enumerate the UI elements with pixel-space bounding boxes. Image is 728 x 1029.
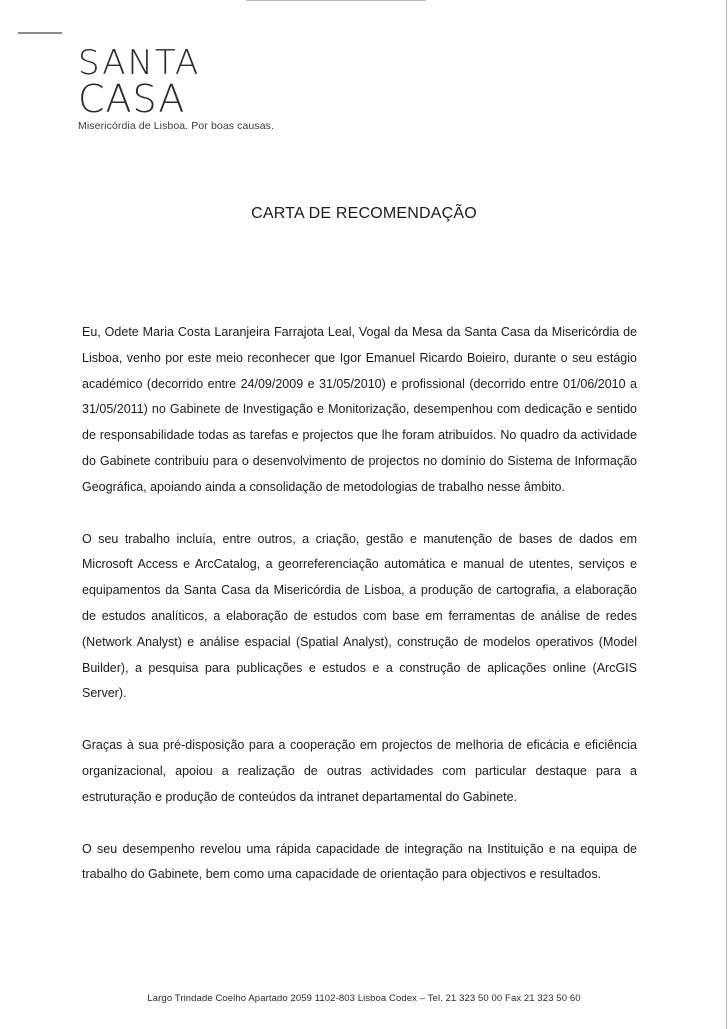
logo-tagline: Misericórdia de Lisboa. Por boas causas. (78, 120, 275, 132)
santa-casa-logo (78, 43, 275, 132)
letter-body (82, 320, 637, 914)
logo-word-casa: CASA (78, 77, 186, 121)
paragraph-3: Graças à sua pré-disposição para a cooperação em projectos de melhoria de eficácia e eficiência organizacional, apoiou a realização de outras actividades com particular destaque para a estruturação e produção de conteúdos da intranet departamental do Gabinete. (82, 738, 637, 804)
document-title-text: CARTA DE RECOMENDAÇÃO (251, 205, 477, 222)
paragraph-4: O seu desempenho revelou uma rápida capacidade de integração na Instituição e na equipa de trabalho do Gabinete, bem como uma capacidade de orientação para objectivos e resultados. (82, 841, 637, 882)
scan-edge-top (246, 0, 426, 1)
footer-address: Largo Trindade Coelho Apartado 2059 1102-803 Lisboa Codex – Tel. 21 323 50 00 Fax 21 323 50 60 (147, 993, 581, 1004)
scan-edge-right (726, 0, 727, 1029)
document-title (0, 205, 728, 223)
scan-mark-top-left (18, 32, 62, 34)
logo-word-santa: SANTA (78, 43, 201, 83)
paragraph-2: O seu trabalho incluía, entre outros, a criação, gestão e manutenção de bases de dados em Microsoft Access e ArcCatalog, a georreferenciação automática e manual de utentes, serviços e equipamentos da Santa Casa da Misericórdia de Lisboa, a produção de cartografia, a elaboração de estudos analíticos, a elaboração de estudos com base em ferramentas de análise de redes (Network Analyst) e análise espacial (Spatial Analyst), construção de modelos operativos (Model Builder), a pesquisa para publicações e estudos e a construção de aplicações online (ArcGIS Server). (82, 531, 637, 701)
paragraph-1: Eu, Odete Maria Costa Laranjeira Farrajota Leal, Vogal da Mesa da Santa Casa da Misericórdia de Lisboa, venho por este meio reconhecer que Igor Emanuel Ricardo Boieiro, durante o seu estágio académico (decorrido entre 24/09/2009 e 31/05/2010) e profissional (decorrido entre 01/06/2010 a 31/05/2011) no Gabinete de Investigação e Monitorização, desempenhou com dedicação e sentido de responsabilidade todas as tarefas e projectos que lhe foram atribuídos. No quadro da actividade do Gabinete contribuiu para o desenvolvimento de projectos no domínio do Sistema de Informação Geográfica, apoiando ainda a consolidação de metodologias de trabalho nesse âmbito. (82, 325, 637, 494)
